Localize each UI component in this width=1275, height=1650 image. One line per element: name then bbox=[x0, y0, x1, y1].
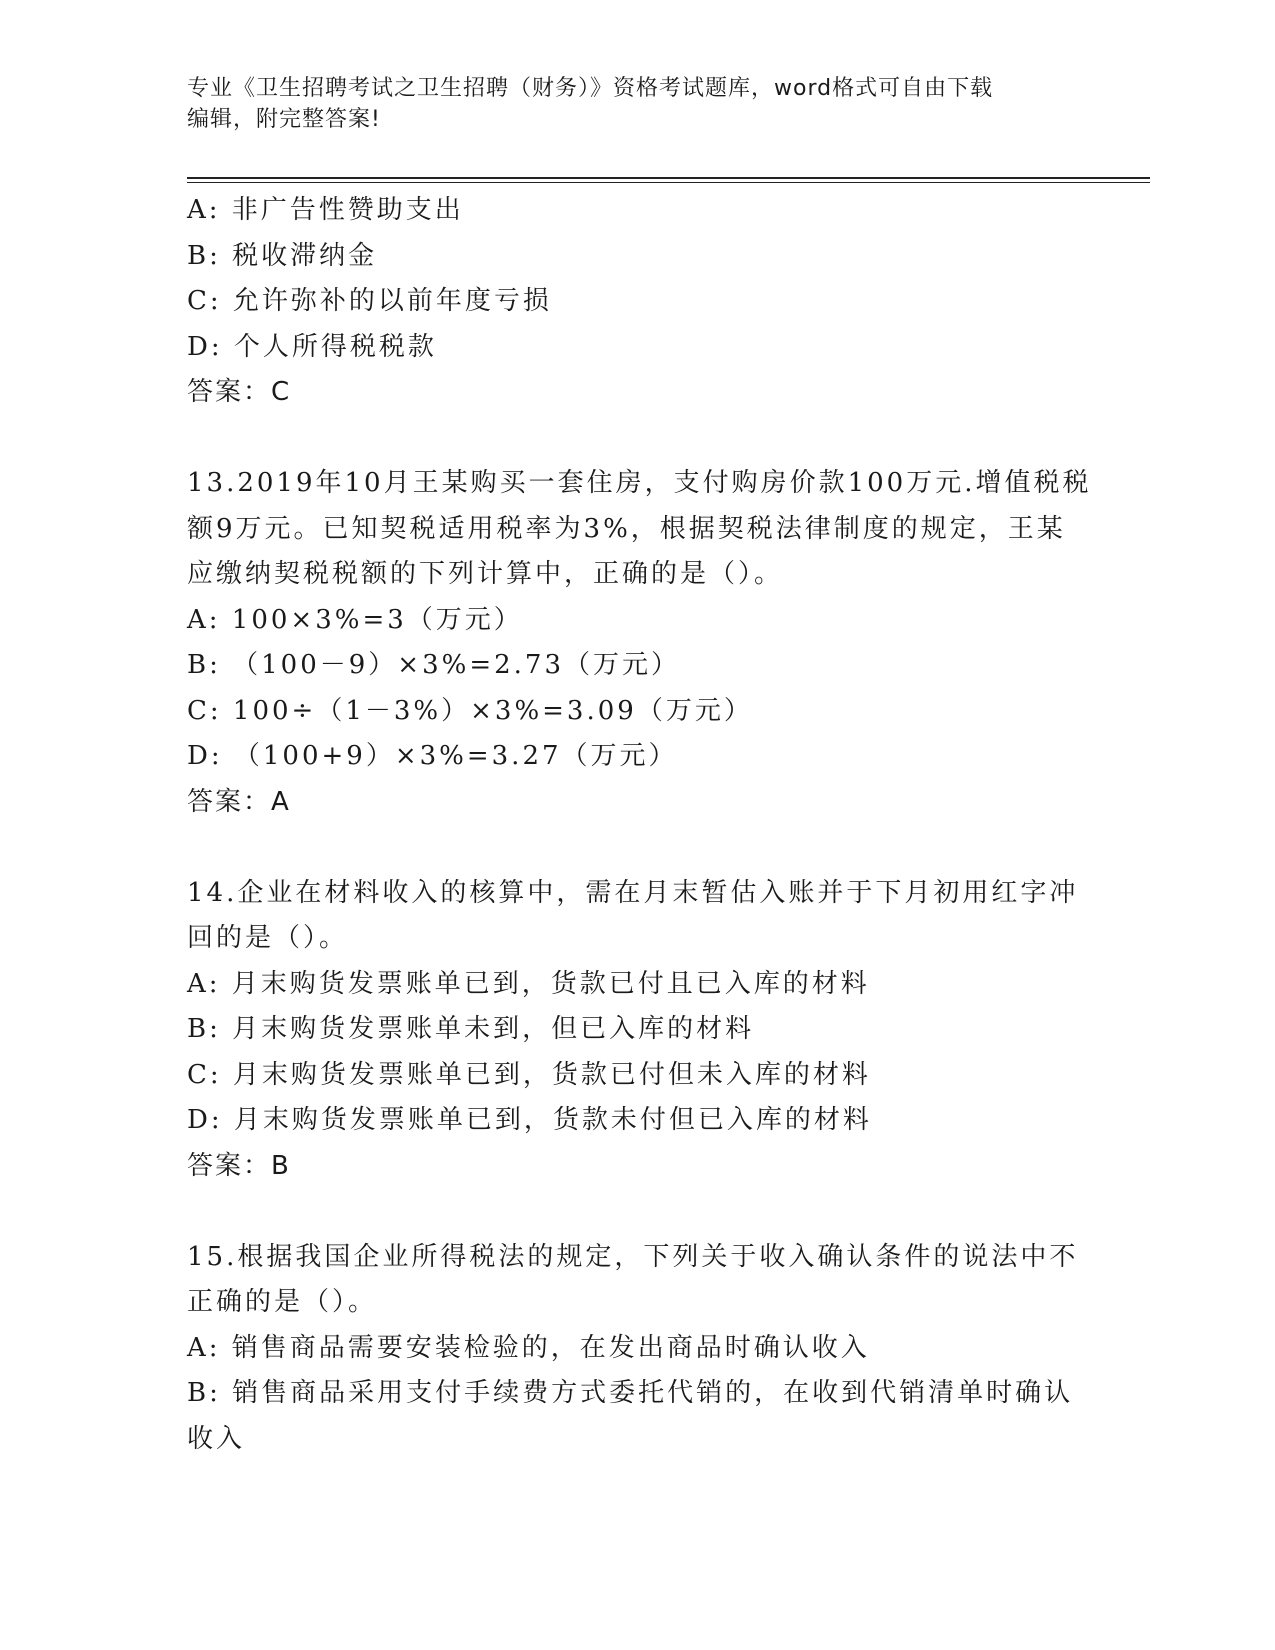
header-line-1: 专业《卫生招聘考试之卫生招聘（财务）》资格考试题库，word格式可自由下载 bbox=[187, 76, 994, 101]
question-stem-line: 额9万元。已知契税适用税率为3%，根据契税法律制度的规定，王某 bbox=[187, 513, 1066, 544]
question-15 bbox=[187, 1235, 1087, 1463]
option-a: A: 非广告性赞助支出 bbox=[187, 195, 464, 225]
page-header bbox=[187, 73, 1067, 135]
question-stem-line: 回的是（）。 bbox=[187, 923, 349, 953]
option-c: C: 100÷（1－3%）×3%=3.09（万元） bbox=[187, 695, 753, 726]
option-b: B: 销售商品采用支付手续费方式委托代销的，在收到代销清单时确认 bbox=[187, 1378, 1074, 1408]
option-a: A: 月末购货发票账单已到，货款已付且已入库的材料 bbox=[187, 968, 870, 999]
question-13 bbox=[187, 461, 1092, 825]
option-d: D: （100+9）×3%=3.27（万元） bbox=[187, 741, 678, 771]
header-line-2: 编辑，附完整答案! bbox=[187, 107, 381, 132]
option-a: A: 100×3%=3（万元） bbox=[187, 604, 523, 635]
spacer bbox=[187, 1189, 1087, 1235]
option-c: C: 月末购货发票账单已到，货款已付但未入库的材料 bbox=[187, 1059, 871, 1090]
option-d: D: 个人所得税税款 bbox=[187, 331, 437, 362]
question-stem-line: 14.企业在材料收入的核算中，需在月末暂估入账并于下月初用红字冲 bbox=[187, 877, 1079, 908]
question-14 bbox=[187, 871, 1087, 1190]
option-a: A: 销售商品需要安装检验的，在发出商品时确认收入 bbox=[187, 1332, 870, 1363]
header-divider-thin bbox=[187, 182, 1150, 183]
header-divider-thick bbox=[187, 177, 1150, 179]
answer: 答案：A bbox=[187, 786, 291, 817]
option-b: B: （100－9）×3%=2.73（万元） bbox=[187, 650, 681, 680]
question-stem-line: 应缴纳契税税额的下列计算中，正确的是（）。 bbox=[187, 559, 784, 589]
answer: 答案：B bbox=[187, 1150, 291, 1181]
question-stem-line: 13.2019年10月王某购买一套住房，支付购房价款100万元.增值税税 bbox=[187, 468, 1092, 498]
answer: 答案：C bbox=[187, 377, 292, 407]
question-list bbox=[187, 188, 1092, 1462]
spacer bbox=[187, 416, 1087, 462]
question-stem-line: 15.根据我国企业所得税法的规定，下列关于收入确认条件的说法中不 bbox=[187, 1241, 1079, 1272]
question-12 bbox=[187, 188, 1087, 416]
option-b: B: 税收滞纳金 bbox=[187, 240, 378, 271]
spacer bbox=[187, 825, 1087, 871]
question-stem-line: 正确的是（）。 bbox=[187, 1287, 378, 1317]
option-d: D: 月末购货发票账单已到，货款未付但已入库的材料 bbox=[187, 1105, 872, 1135]
option-b: B: 月末购货发票账单未到，但已入库的材料 bbox=[187, 1014, 755, 1044]
option-b-continued: 收入 bbox=[187, 1423, 246, 1454]
option-c: C: 允许弥补的以前年度亏损 bbox=[187, 286, 552, 316]
